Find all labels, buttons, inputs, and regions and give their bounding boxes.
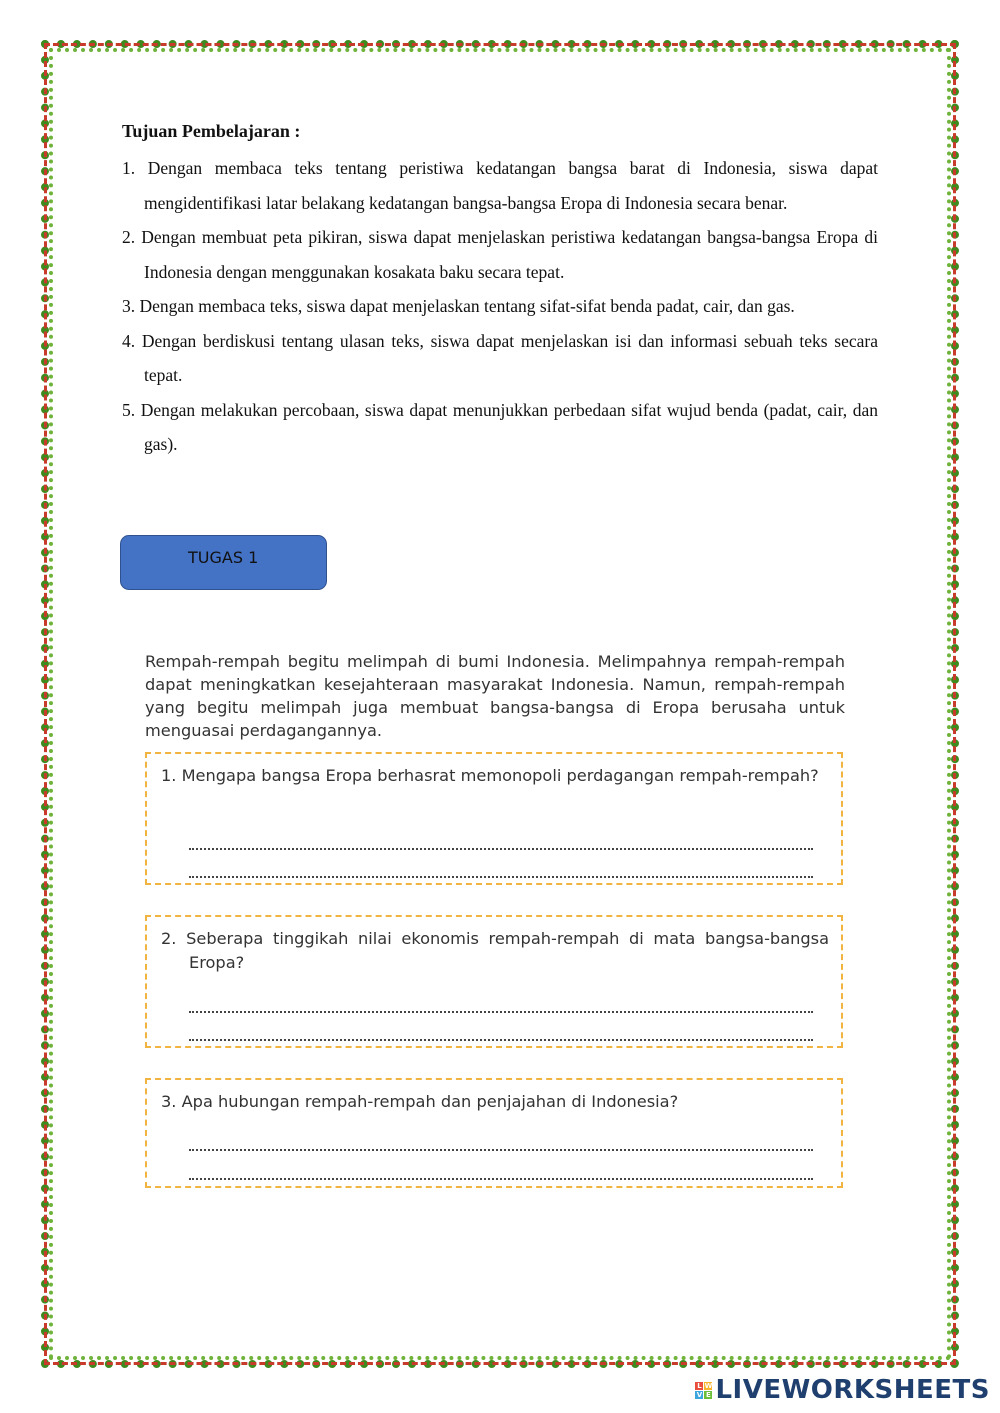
objectives-list	[122, 151, 878, 462]
question-text: 3. Apa hubungan rempah-rempah dan penjajahan di Indonesia?	[161, 1092, 679, 1111]
liveworksheets-logo	[695, 1375, 990, 1405]
question-box-2	[145, 915, 843, 1048]
objective-item: 2. Dengan membuat peta pikiran, siswa dapat menjelaskan peristiwa kedatangan bangsa-bangsa Eropa di Indonesia dengan menggunakan kosakata baku secara tepat.	[122, 227, 878, 282]
answer-3-line-1[interactable]	[189, 1125, 813, 1151]
question-box-3	[145, 1078, 843, 1188]
objective-item: 4. Dengan berdiskusi tentang ulasan teks, siswa dapat menjelaskan isi dan informasi sebuah teks secara tepat.	[122, 330, 878, 385]
answer-1-line-1[interactable]	[189, 824, 813, 850]
task-1-button[interactable]: TUGAS 1	[120, 535, 327, 590]
answer-2-line-2[interactable]	[189, 1015, 813, 1041]
logo-letter: L	[697, 1381, 702, 1390]
answer-1-line-2[interactable]	[189, 852, 813, 878]
objective-item: 1. Dengan membaca teks tentang peristiwa kedatangan bangsa barat di Indonesia, siswa dapat mengidentifikasi latar belakang kedatangan bangsa-bangsa Eropa di Indonesia secara benar.	[122, 158, 878, 213]
intro-paragraph: Rempah-rempah begitu melimpah di bumi Indonesia. Melimpahnya rempah-rempah dapat meningkatkan kesejahteraan masyarakat Indonesia. Namun, rempah-rempah yang begitu melimpah juga membuat bangsa-bangsa di Eropa berusaha untuk menguasai perdagangannya.	[145, 652, 845, 740]
logo-letter: W	[704, 1381, 713, 1390]
question-box-1	[145, 752, 843, 885]
answer-3-line-2[interactable]	[189, 1154, 813, 1180]
logo-text: LIVEWORKSHEETS	[715, 1375, 990, 1405]
question-text: 2. Seberapa tinggikah nilai ekonomis rempah-rempah di mata bangsa-bangsa Eropa?	[161, 929, 829, 972]
answer-2-line-1[interactable]	[189, 987, 813, 1013]
logo-letter: V	[696, 1390, 703, 1399]
objective-item: 3. Dengan membaca teks, siswa dapat menjelaskan tentang sifat-sifat benda padat, cair, dan gas.	[122, 296, 795, 316]
logo-letter: E	[706, 1390, 711, 1399]
logo-mark-icon	[695, 1382, 712, 1399]
question-text: 1. Mengapa bangsa Eropa berhasrat memonopoli perdagangan rempah-rempah?	[161, 766, 819, 785]
objective-item: 5. Dengan melakukan percobaan, siswa dapat menunjukkan perbedaan sifat wujud benda (padat, cair, dan gas).	[122, 399, 878, 454]
objectives-title: Tujuan Pembelajaran :	[122, 121, 301, 141]
